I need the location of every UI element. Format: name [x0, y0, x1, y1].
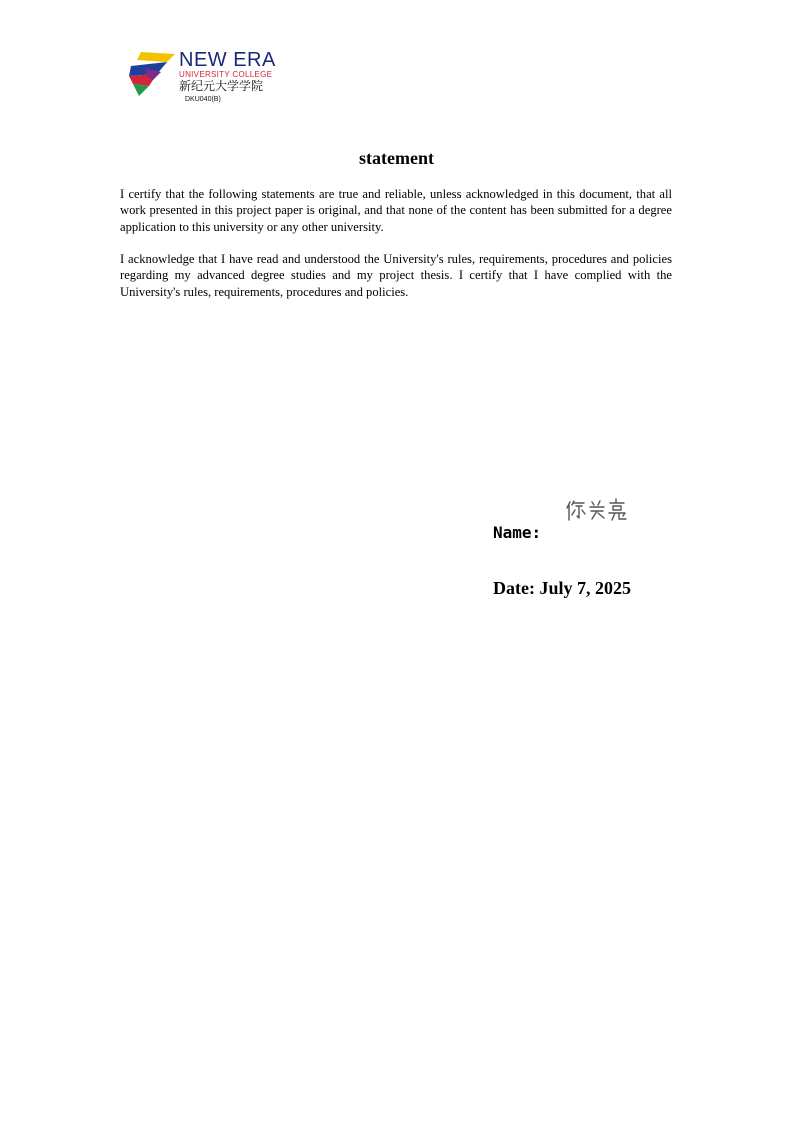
logo-text — [179, 50, 276, 93]
handwritten-signature — [564, 496, 634, 524]
document-title: statement — [359, 148, 434, 168]
logo-chinese-name: 新纪元大学学院 — [179, 79, 264, 93]
logo-emblem-icon — [127, 50, 179, 98]
university-logo — [127, 50, 297, 110]
logo-subtitle: UNIVERSITY COLLEGE — [179, 70, 273, 79]
date-label: Date: July 7, 2025 — [493, 578, 631, 598]
paragraph-acknowledgement: I acknowledge that I have read and understood the University's rules, requirements, procedures and policies regarding my advanced degree studies and my project thesis. I certify that I have complied with the University's rules, requirements, procedures and policies. — [120, 252, 672, 299]
logo-code: DKU040(B) — [185, 96, 221, 103]
logo-name: NEW ERA — [179, 49, 276, 71]
paragraph-certification: I certify that the following statements are true and reliable, unless acknowledged in this document, that all work presented in this project paper is original, and that none of the content has been submitted for a degree application to this university or any other university. — [120, 187, 672, 234]
name-label: Name: — [493, 523, 542, 542]
